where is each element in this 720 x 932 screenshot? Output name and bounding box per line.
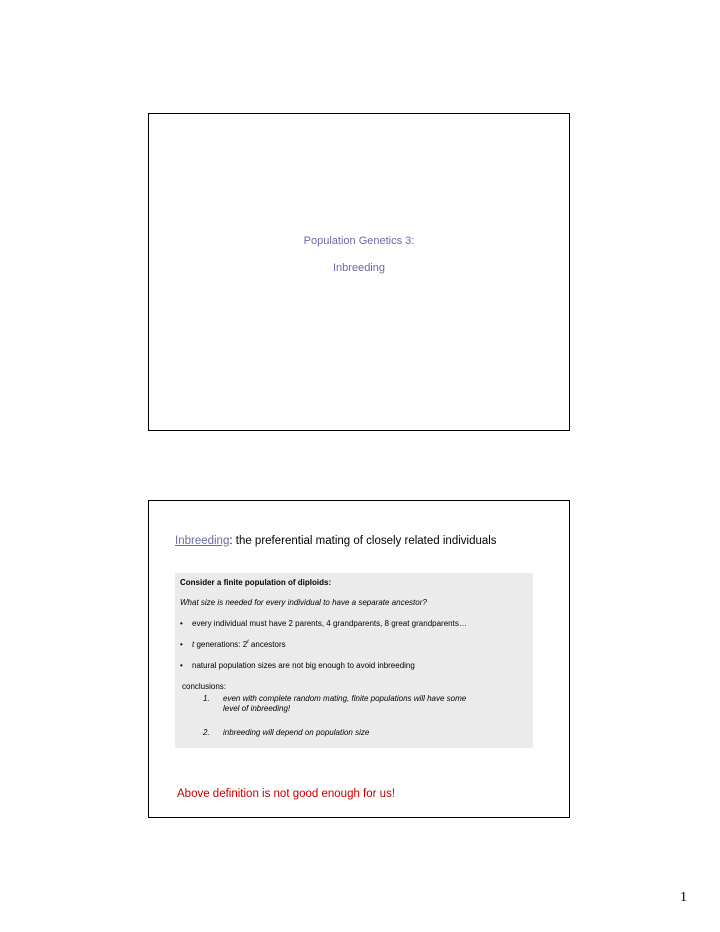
t-variable: t [192, 640, 195, 649]
definition-text: : the preferential mating of closely related individuals [229, 535, 497, 547]
warning-footer: Above definition is not good enough for us! [177, 788, 396, 800]
consider-box [175, 573, 533, 748]
t-superscript: t [247, 639, 249, 645]
bullet-text: generations: 2 [194, 640, 248, 649]
slide-definition [148, 500, 570, 818]
conclusion-item-1 [203, 694, 515, 713]
conclusion-text-continued: level of inbreeding! [223, 703, 291, 713]
bullet-item-ancestors [180, 619, 467, 629]
bullet-icon: • [180, 640, 183, 649]
bullet-item-generations [180, 640, 286, 650]
conclusion-number: 1. [203, 694, 210, 703]
conclusion-text: even with complete random mating, finite populations will have some [223, 694, 467, 703]
bullet-text: natural population sizes are not big enough to avoid inbreeding [192, 661, 415, 670]
slide-title-text: Population Genetics 3: [303, 235, 415, 247]
bullet-item-population-sizes [180, 661, 415, 671]
page-number: 1 [680, 890, 687, 905]
box-question: What size is needed for every individual to have a separate ancestor? [180, 598, 427, 607]
bullet-text: ancestors [248, 640, 286, 649]
slide-subtitle-text: Inbreeding [333, 262, 385, 274]
slide-title [148, 113, 570, 431]
bullet-icon: • [180, 661, 183, 670]
conclusions-label: conclusions: [182, 682, 227, 691]
bullet-icon: • [180, 619, 183, 628]
conclusion-item-2 [203, 728, 369, 738]
bullet-text: every individual must have 2 parents, 4 grandparents, 8 great grandparents… [192, 619, 467, 628]
box-title: Consider a finite population of diploids: [180, 578, 332, 587]
inbreeding-term: Inbreeding [175, 535, 230, 547]
conclusion-text: inbreeding will depend on population size [223, 728, 370, 737]
definition-heading [175, 535, 497, 547]
conclusion-number: 2. [203, 728, 210, 737]
